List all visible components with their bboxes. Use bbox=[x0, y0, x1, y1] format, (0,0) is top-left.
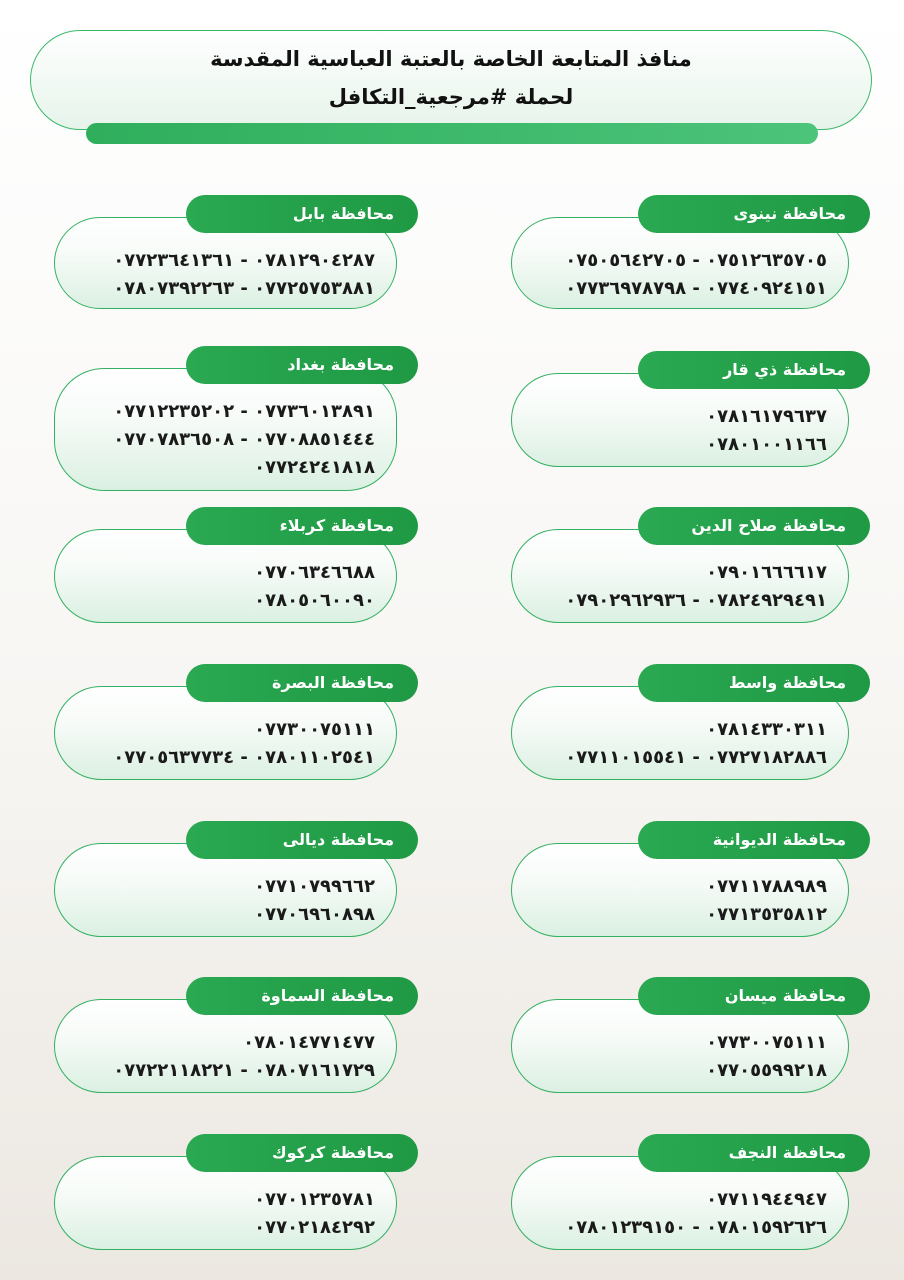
phone-line: ٠٧٧٠٨٨٥١٤٤٤ - ٠٧٧٠٧٨٣٦٥٠٨ bbox=[113, 429, 375, 450]
header-underline-bar bbox=[86, 123, 818, 144]
governorate-card bbox=[54, 204, 397, 309]
header-banner bbox=[30, 30, 872, 130]
phone-numbers bbox=[254, 873, 375, 929]
phone-line: ٠٧٨٢٤٩٢٩٤٩١ - ٠٧٩٠٢٩٦٢٩٣٦ bbox=[565, 590, 827, 611]
phone-line: ٠٧٨١٢٩٠٤٢٨٧ - ٠٧٧٢٣٦٤١٣٦١ bbox=[113, 250, 375, 271]
phone-numbers bbox=[254, 559, 375, 615]
phone-line: ٠٧٧٠٢١٨٤٢٩٢ bbox=[254, 1217, 375, 1238]
phone-line: ٠٧٧٣٠٠٧٥١١١ bbox=[706, 1032, 827, 1053]
governorate-card bbox=[54, 355, 397, 491]
phone-line: ٠٧٧١١٧٨٨٩٨٩ bbox=[706, 876, 827, 897]
phone-line: ٠٧٧٠١٢٣٥٧٨١ bbox=[254, 1189, 375, 1210]
governorate-name-label: محافظة الديوانية bbox=[638, 821, 870, 859]
phone-line: ٠٧٨١٦١٧٩٦٣٧ bbox=[706, 406, 827, 427]
governorate-name-label: محافظة بغداد bbox=[186, 346, 418, 384]
governorate-name-label: محافظة كربلاء bbox=[186, 507, 418, 545]
governorate-card bbox=[511, 204, 849, 309]
phone-line: ٠٧٧١٣٥٣٥٨١٢ bbox=[706, 904, 827, 925]
phone-line: ٠٧٧٣٠٠٧٥١١١ bbox=[254, 719, 375, 740]
phone-line: ٠٧٧٢٤٢٤١٨١٨ bbox=[254, 457, 375, 478]
phone-numbers bbox=[565, 559, 827, 615]
governorate-name-label: محافظة ذي قار bbox=[638, 351, 870, 389]
phone-line: ٠٧٧١١٩٤٤٩٤٧ bbox=[706, 1189, 827, 1210]
phone-numbers bbox=[565, 1186, 827, 1242]
phone-line: ٠٧٨٠١٤٧٧١٤٧٧ bbox=[243, 1032, 375, 1053]
governorate-card bbox=[54, 673, 397, 780]
governorate-name-label: محافظة ميسان bbox=[638, 977, 870, 1015]
phone-line: ٠٧٧١٠٧٩٩٦٦٢ bbox=[254, 876, 375, 897]
governorate-name-label: محافظة البصرة bbox=[186, 664, 418, 702]
phone-line: ٠٧٧٢٥٧٥٣٨٨١ - ٠٧٨٠٧٣٩٢٢٦٣ bbox=[113, 278, 375, 299]
governorate-card bbox=[511, 673, 849, 780]
governorate-card bbox=[511, 1143, 849, 1250]
governorate-card bbox=[54, 516, 397, 623]
governorate-name-label: محافظة صلاح الدين bbox=[638, 507, 870, 545]
phone-numbers bbox=[706, 873, 827, 929]
phone-line: ٠٧٧٠٦٣٤٦٦٨٨ bbox=[254, 562, 375, 583]
governorate-name-label: محافظة السماوة bbox=[186, 977, 418, 1015]
page-title: منافذ المتابعة الخاصة بالعتبة العباسية المقدسة bbox=[210, 47, 692, 71]
governorate-name-label: محافظة كركوك bbox=[186, 1134, 418, 1172]
governorate-name-label: محافظة ديالى bbox=[186, 821, 418, 859]
governorate-name-label: محافظة واسط bbox=[638, 664, 870, 702]
governorate-name-label: محافظة النجف bbox=[638, 1134, 870, 1172]
phone-line: ٠٧٨٠١٠٠١١٦٦ bbox=[706, 434, 827, 455]
phone-line: ٠٧٨١٤٣٣٠٣١١ bbox=[706, 719, 827, 740]
phone-line: ٠٧٨٠٧١٦١٧٢٩ - ٠٧٧٢٢١١٨٢٢١ bbox=[113, 1060, 375, 1081]
page-subtitle: لحملة #مرجعية_التكافل bbox=[328, 85, 574, 109]
phone-line: ٠٧٨٠١٥٩٢٦٢٦ - ٠٧٨٠١٢٣٩١٥٠ bbox=[565, 1217, 827, 1238]
governorate-card bbox=[54, 986, 397, 1093]
phone-numbers bbox=[565, 716, 827, 772]
governorate-card bbox=[54, 830, 397, 937]
phone-line: ٠٧٧٣٦٠١٣٨٩١ - ٠٧٧١٢٢٣٥٢٠٢ bbox=[113, 401, 375, 422]
phone-numbers bbox=[706, 403, 827, 459]
governorate-card bbox=[511, 516, 849, 623]
phone-numbers bbox=[706, 1029, 827, 1085]
phone-line: ٠٧٧٠٥٥٩٩٢١٨ bbox=[706, 1060, 827, 1081]
phone-line: ٠٧٥١٢٦٣٥٧٠٥ - ٠٧٥٠٥٦٤٢٧٠٥ bbox=[565, 250, 827, 271]
governorate-card bbox=[511, 830, 849, 937]
phone-line: ٠٧٧٠٦٩٦٠٨٩٨ bbox=[254, 904, 375, 925]
governorate-name-label: محافظة بابل bbox=[186, 195, 418, 233]
phone-numbers bbox=[113, 716, 375, 772]
phone-numbers bbox=[113, 398, 375, 482]
phone-line: ٠٧٧٢٧١٨٢٨٨٦ - ٠٧٧١١٠١٥٥٤١ bbox=[565, 747, 827, 768]
phone-numbers bbox=[565, 247, 827, 303]
phone-line: ٠٧٧٤٠٩٢٤١٥١ - ٠٧٧٣٦٩٧٨٧٩٨ bbox=[565, 278, 827, 299]
phone-line: ٠٧٨٠٥٠٦٠٠٩٠ bbox=[254, 590, 375, 611]
governorate-card bbox=[54, 1143, 397, 1250]
governorate-card bbox=[511, 360, 849, 467]
governorate-card bbox=[511, 986, 849, 1093]
governorate-name-label: محافظة نينوى bbox=[638, 195, 870, 233]
phone-numbers bbox=[113, 247, 375, 303]
phone-line: ٠٧٩٠١٦٦٦٦١٧ bbox=[706, 562, 827, 583]
phone-numbers bbox=[113, 1029, 375, 1085]
phone-line: ٠٧٨٠١١٠٢٥٤١ - ٠٧٧٠٥٦٣٧٧٣٤ bbox=[113, 747, 375, 768]
phone-numbers bbox=[254, 1186, 375, 1242]
